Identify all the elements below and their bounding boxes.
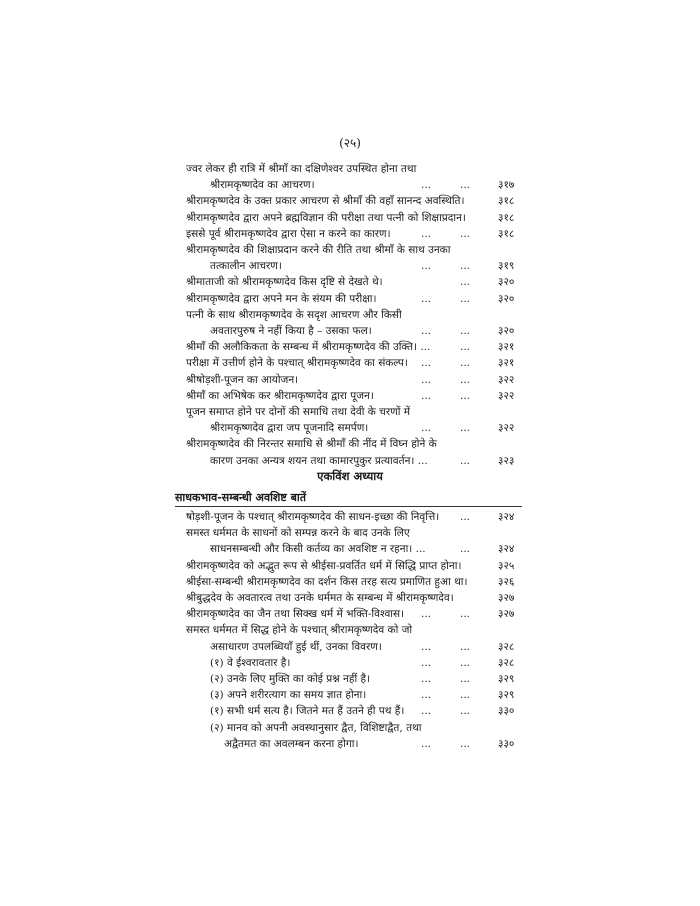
toc-entry-text: षोड़शी-पूजन के पश्चात् श्रीरामकृष्णदेव की साधन-इच्छा की निवृत्ति। [186, 511, 440, 523]
toc-leader: ... [421, 673, 432, 685]
toc-leader: ... [421, 260, 432, 273]
toc-leader: ... [460, 454, 471, 467]
toc-entry [186, 735, 522, 753]
toc-leader: ... [421, 640, 432, 653]
toc-leader: ... [460, 543, 471, 556]
toc-leader: ... [460, 511, 471, 523]
toc-page-number: ३२२ [498, 389, 515, 402]
toc-entry-text: श्रीरामकृष्णदेव की शिक्षाप्रदान करने की रीति तथा श्रीमाँ के साथ उनका [186, 244, 451, 256]
chapter-heading: एकविंश अध्याय [317, 469, 383, 483]
toc-entry-text: अवतारपुरुष ने नहीं किया है – उसका फल। [210, 325, 372, 337]
toc-page-number: ३२६ [498, 575, 515, 588]
toc-leader: ... [460, 357, 471, 370]
toc-leader: ... [460, 640, 471, 653]
toc-entry-text: तत्कालीन आचरण। [210, 260, 282, 273]
toc-page-number: ३१८ [498, 195, 515, 208]
toc-entry-text: श्रीरामकृष्णदेव द्वारा अपने ब्रह्मविज्ञान की परीक्षा तथा पत्नी को शिक्षाप्रदान। [186, 211, 466, 224]
toc-entry-text: श्रीरामकृष्णदेव को अद्भुत रूप से श्रीईसा-प्रवर्तित धर्म में सिद्धि प्राप्त होना। [186, 559, 462, 572]
toc-entry [186, 452, 522, 470]
toc-page-number: ३२२ [498, 373, 515, 386]
toc-leader: ... [421, 608, 432, 621]
page-number: (२५) [339, 136, 361, 150]
toc-entry-text: कारण उनका अन्यत्र शयन तथा कामारपुकुर प्रत्यावर्तन। ... [210, 454, 428, 467]
toc-page-number: ३१८ [498, 211, 515, 224]
toc-entry-text: अद्वैतमत का अवलम्बन करना होगा। [224, 737, 359, 750]
toc-page-number: ३२३ [498, 454, 515, 467]
toc-entry-text: साधनसम्बन्धी और किसी कर्तव्य का अवशिष्ट न रहना। ... [210, 543, 426, 556]
toc-page-number: ३१९ [498, 260, 515, 273]
toc-leader: ... [421, 689, 432, 702]
toc-entry-text: पत्नी के साथ श्रीरामकृष्णदेव के सदृश आचरण और किसी [186, 308, 402, 321]
toc-page-number: ३२९ [498, 689, 515, 702]
toc-page-number: ३२० [498, 292, 515, 305]
toc-leader: ... [460, 325, 471, 337]
toc-page-number: ३१८ [498, 227, 515, 240]
toc-page-number: ३२५ [498, 559, 515, 572]
toc-leader: ... [460, 656, 471, 669]
toc-page-number: ३२८ [498, 656, 515, 669]
toc-entry-text: श्रीरामकृष्णदेव की निरन्तर समाधि से श्रीमाँ की नींद में विघ्न होने के [186, 438, 437, 451]
toc-page-number: ३२२ [498, 422, 515, 435]
section-rule [175, 506, 522, 507]
toc-entry-text: श्रीरामकृष्णदेव का जैन तथा सिक्ख धर्म में भक्ति-विश्वास। [186, 608, 405, 621]
toc-page-number: ३२७ [498, 608, 515, 621]
toc-entry-text: पूजन समाप्त होने पर दोनों की समाधि तथा देवी के चरणों में [186, 406, 411, 418]
toc-entry-text: समस्त धर्ममत के साधनों को सम्पन्न करने के बाद उनके लिए [186, 527, 410, 540]
toc-entry-text: (२) मानव को अपनी अवस्थानुसार द्वैत, विशिष्टाद्वैत, तथा [210, 721, 422, 734]
toc-entry-text: श्रीबुद्धदेव के अवतारत्व तथा उनके धर्ममत के सम्बन्ध में श्रीरामकृष्णदेव। [186, 592, 454, 604]
toc-page-number: ३२१ [498, 357, 515, 370]
toc-leader: ... [460, 389, 471, 402]
toc-leader: ... [421, 389, 432, 402]
toc-leader: ... [421, 357, 432, 370]
toc-entry-text: (२) उनके लिए मुक्ति का कोई प्रश्न नहीं है। [210, 673, 371, 685]
toc-leader: ... [421, 179, 432, 192]
toc-page-number: ३२४ [498, 543, 515, 556]
toc-leader: ... [460, 422, 471, 435]
toc-entry-text: (३) अपने शरीरत्याग का समय ज्ञात होना। [210, 689, 367, 702]
toc-entry-text: श्रीरामकृष्णदेव का आचरण। [210, 179, 315, 192]
toc-entry-text: श्रीमाँ की अलौकिकता के सम्बन्ध में श्रीरामकृष्णदेव की उक्ति। ... [186, 341, 431, 354]
toc-leader: ... [460, 341, 471, 354]
toc-leader: ... [460, 373, 471, 386]
toc-entry-text: समस्त धर्ममत में सिद्ध होने के पश्चात् श्रीरामकृष्णदेव को जो [186, 624, 413, 637]
toc-leader: ... [460, 705, 471, 718]
toc-leader: ... [421, 373, 432, 386]
toc-leader: ... [460, 737, 471, 750]
toc-entry-text: श्रीरामकृष्णदेव द्वारा अपने मन के संयम की परीक्षा। [186, 292, 377, 305]
section-title: साधकभाव-सम्बन्धी अवशिष्ट बातें [175, 491, 307, 504]
toc-leader: ... [421, 656, 432, 669]
toc-page-number: ३२० [498, 325, 515, 337]
toc-leader: ... [460, 608, 471, 621]
toc-page-number: ३२० [498, 276, 515, 289]
toc-leader: ... [460, 227, 471, 240]
toc-entry-text: श्रीरामकृष्णदेव द्वारा जप पूजनादि समर्पण। [210, 422, 369, 435]
toc-leader: ... [421, 325, 432, 337]
toc-entry-text: परीक्षा में उत्तीर्ण होने के पश्चात् श्रीरामकृष्णदेव का संकल्प। [186, 357, 408, 370]
toc-entry-text: ज्वर लेकर ही रात्रि में श्रीमाँ का दक्षिणेश्वर उपस्थित होना तथा [186, 163, 417, 175]
toc-entry-text: इससे पूर्व श्रीरामकृष्णदेव द्वारा ऐसा न करने का कारण। [186, 227, 391, 240]
toc-page-number: ३२८ [498, 640, 515, 653]
toc-entry-text: (१) वे ईश्वरावतार है। [210, 656, 291, 669]
toc-leader: ... [460, 292, 471, 305]
toc-leader: ... [421, 737, 432, 750]
toc-leader: ... [421, 292, 432, 305]
toc-leader: ... [460, 276, 471, 289]
toc-page-number: ३२९ [498, 673, 515, 685]
toc-entry-text: श्रीमाताजी को श्रीरामकृष्णदेव किस दृष्टि से देखते थे। [186, 276, 383, 289]
toc-page-number: ३१७ [498, 179, 515, 192]
toc-leader: ... [460, 689, 471, 702]
toc-page-number: ३२१ [498, 341, 515, 354]
toc-page-number: ३३० [498, 705, 515, 718]
toc-leader: ... [460, 260, 471, 273]
toc-entry-text: श्रीईसा-सम्बन्धी श्रीरामकृष्णदेव का दर्शन किस तरह सत्य प्रमाणित हुआ था। [186, 575, 468, 588]
toc-leader: ... [460, 673, 471, 685]
toc-entry-text: (१) सभी धर्म सत्य है। जितने मत हैं उतने ही पथ हैं। [210, 705, 405, 718]
toc-page-number: ३३० [498, 737, 515, 750]
toc-leader: ... [421, 705, 432, 718]
toc-entry-text: असाधारण उपलब्धियाँ हुई थीं, उनका विवरण। [210, 640, 382, 653]
toc-entry-text: श्रीरामकृष्णदेव के उक्त प्रकार आचरण से श्रीमाँ की वहाँ सानन्द अवस्थिति। [186, 195, 465, 208]
toc-entry-text: श्रीमाँ का अभिषेक कर श्रीरामकृष्णदेव द्वारा पूजन। [186, 389, 374, 402]
toc-page-number: ३२४ [498, 511, 515, 523]
toc-leader: ... [421, 422, 432, 435]
toc-entry-text: श्रीषोड़शी-पूजन का आयोजन। [186, 373, 299, 386]
toc-page-number: ३२७ [498, 592, 515, 604]
toc-leader: ... [421, 227, 432, 240]
toc-leader: ... [460, 179, 471, 192]
